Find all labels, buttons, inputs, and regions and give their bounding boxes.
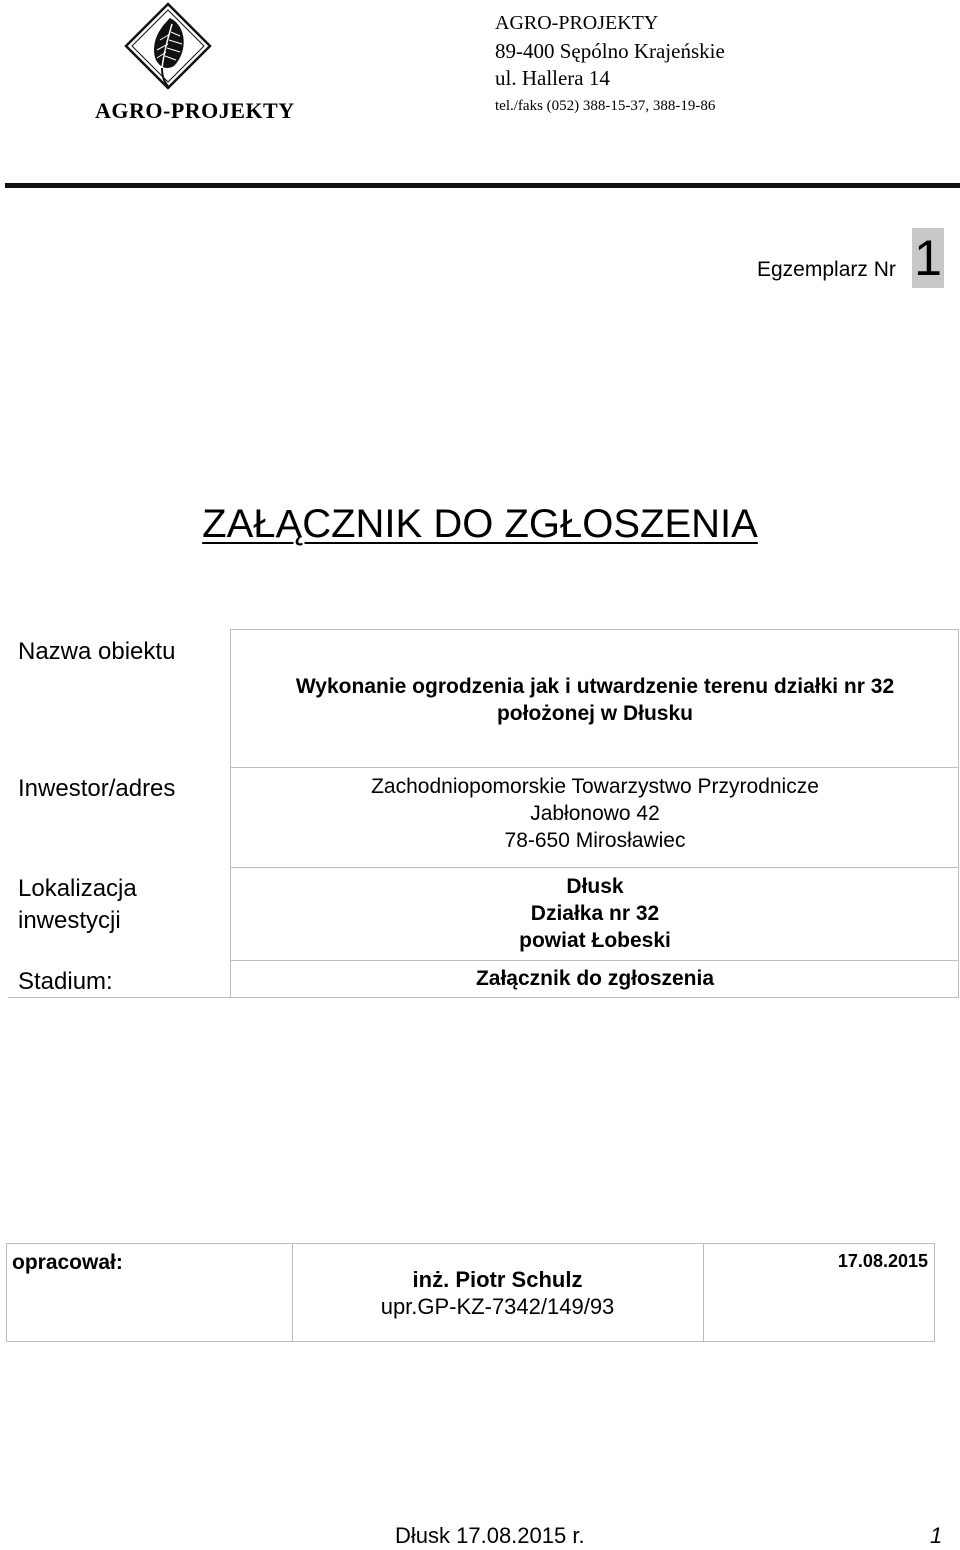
location-line1: Dłusk bbox=[566, 875, 624, 898]
table-border bbox=[6, 1243, 7, 1342]
table-border bbox=[230, 767, 959, 768]
investor-line1: Zachodniopomorskie Towarzystwo Przyrodnicze bbox=[371, 775, 819, 798]
location-line3: powiat Łobeski bbox=[519, 929, 671, 952]
table-border bbox=[8, 997, 959, 998]
location-label-1: Lokalizacja bbox=[18, 875, 137, 902]
signature-table bbox=[6, 1243, 935, 1342]
investor-line3: 78-650 Mirosławiec bbox=[504, 829, 686, 852]
object-name-line1: Wykonanie ogrodzenia jak i utwardzenie terenu działki nr 32 bbox=[295, 675, 895, 698]
company-city: 89-400 Sępólno Krajeńskie bbox=[495, 39, 725, 63]
copy-label: Egzemplarz Nr bbox=[757, 258, 896, 281]
document-title: ZAŁĄCZNIK DO ZGŁOSZENIA bbox=[202, 502, 758, 546]
table-border bbox=[230, 629, 959, 630]
info-table bbox=[8, 629, 959, 998]
table-border bbox=[934, 1243, 935, 1342]
company-street: ul. Hallera 14 bbox=[495, 66, 610, 90]
table-border bbox=[230, 960, 959, 961]
prepared-by-label: opracował: bbox=[12, 1251, 123, 1274]
stage-label: Stadium: bbox=[18, 968, 113, 995]
investor-line2: Jabłonowo 42 bbox=[530, 802, 660, 825]
logo-wordmark: AGRO-PROJEKTY bbox=[95, 98, 295, 123]
header-divider bbox=[5, 183, 960, 188]
page-number: 1 bbox=[930, 1523, 943, 1548]
signature-date: 17.08.2015 bbox=[837, 1251, 928, 1271]
table-border bbox=[6, 1341, 935, 1342]
company-name: AGRO-PROJEKTY bbox=[495, 12, 659, 34]
table-border bbox=[6, 1243, 935, 1244]
object-name-label: Nazwa obiektu bbox=[18, 638, 176, 665]
footer-place-date bbox=[395, 1523, 585, 1549]
company-phone: tel./faks (052) 388-15-37, 388-19-86 bbox=[495, 98, 716, 114]
author-name: inż. Piotr Schulz bbox=[412, 1267, 583, 1292]
footer-place-date-text: Dłusk 17.08.2015 r. bbox=[395, 1523, 585, 1548]
object-name-line2: położonej w Dłusku bbox=[496, 702, 693, 725]
author-license: upr.GP-KZ-7342/149/93 bbox=[380, 1294, 615, 1319]
investor-label: Inwestor/adres bbox=[18, 775, 176, 802]
table-border bbox=[230, 867, 959, 868]
stage-value: Załącznik do zgłoszenia bbox=[475, 967, 715, 990]
copy-number: 1 bbox=[912, 228, 944, 288]
location-line2: Działka nr 32 bbox=[530, 902, 660, 925]
location-label-2: inwestycji bbox=[18, 907, 121, 934]
